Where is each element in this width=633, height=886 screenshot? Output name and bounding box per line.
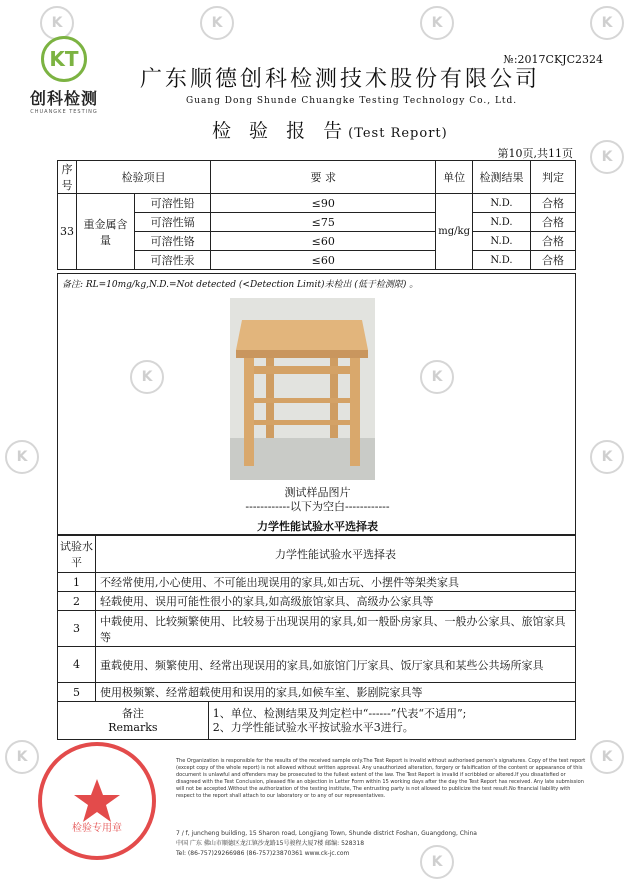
watermark-icon: K	[590, 6, 624, 40]
blank-marker: ------------以下为空白------------	[245, 500, 390, 513]
requirement-cell: ≤75	[211, 213, 436, 232]
desc-cell: 使用极频繁、经常超载使用和误用的家具,如候车室、影剧院家具等	[96, 683, 576, 702]
watermark-icon: K	[590, 740, 624, 774]
level-cell: 4	[58, 647, 96, 683]
result-cell: N.D.	[473, 251, 531, 270]
col-header-requirement: 要 求	[211, 161, 436, 194]
address-en: 7 / f, juncheng building, 15 Sharon road, Longjiang Town, Shunde district Foshan, Guangdong, China	[176, 830, 477, 837]
table-row	[58, 194, 576, 213]
disclaimer-text: The Organization is responsible for the results of the received sample only.The Test Report is invalid without authorised person's signatures. Copy of the test report (except copy of the whole report) is not allowed without written approval. Any unauthorized alteration, forgery or falsification of the content or appearance of this document is unlawful and offenders may be prosecuted to the fullest extent of the law. The Test Report is invalid if scribbled or altered.If you dissatisfied or disagreed with the Test Conclusion, pleased file an objection in Letter Form within 15 working days after the day the Test Report has received. Any late submission will not be accepted.Without the authorization of the testing institute, The entrusting party is not allowed to publicize the test result.No financial liability with respect to the report shall attach to our laboratory or to any of our representatives.	[176, 758, 586, 799]
watermark-icon: K	[130, 360, 164, 394]
report-number: №:2017CKJC2324	[503, 53, 603, 66]
verdict-cell: 合格	[531, 232, 576, 251]
watermark-icon: K	[5, 740, 39, 774]
photo-caption: 测试样品图片	[284, 486, 351, 499]
report-title-en: (Test Report)	[348, 126, 448, 141]
item-cell: 可溶性铅	[135, 194, 211, 213]
logo-mark: KT	[41, 36, 87, 82]
report-title	[212, 116, 448, 143]
item-cell: 可溶性镉	[135, 213, 211, 232]
group-cell: 重金属含量	[77, 194, 135, 270]
unit-cell: mg/kg	[436, 194, 473, 270]
watermark-icon: K	[200, 6, 234, 40]
note-text: 备注: RL=10mg/kg,N.D.=Not detected (<Detection Limit)未检出 (低于检测限) 。	[62, 280, 419, 290]
stool-image	[230, 298, 375, 480]
desc-cell: 轻载使用、误用可能性很小的家具,如高级旅馆家具、高级办公家具等	[96, 592, 576, 611]
inspection-seal	[38, 742, 156, 860]
item-cell: 可溶性铬	[135, 232, 211, 251]
result-cell: N.D.	[473, 213, 531, 232]
watermark-icon: K	[5, 440, 39, 474]
seq-cell: 33	[58, 194, 77, 270]
logo-name-en: CHUANGKE TESTING	[30, 109, 98, 115]
table-row	[58, 647, 576, 683]
level-header: 试验水平	[58, 536, 96, 573]
desc-cell: 重载使用、频繁使用、经常出现误用的家具,如旅馆门厅家具、饭厅家具和某些公共场所家具	[96, 647, 576, 683]
verdict-cell: 合格	[531, 251, 576, 270]
watermark-icon: K	[590, 140, 624, 174]
verdict-cell: 合格	[531, 194, 576, 213]
mechanical-level-table	[57, 535, 576, 740]
level-cell: 5	[58, 683, 96, 702]
verdict-cell: 合格	[531, 213, 576, 232]
level-cell: 1	[58, 573, 96, 592]
table-row	[58, 213, 576, 232]
col-header-unit: 单位	[436, 161, 473, 194]
watermark-icon: K	[420, 845, 454, 879]
level-cell: 2	[58, 592, 96, 611]
watermark-icon: K	[590, 440, 624, 474]
report-title-cn: 检 验 报 告	[212, 120, 349, 142]
company-name-cn: 广东顺德创科检测技术股份有限公司	[140, 67, 541, 92]
col-header-result: 检测结果	[473, 161, 531, 194]
address-cn: 中国 广东 佛山市顺德区龙江镇沙龙路15号骏程大厦7楼 邮编: 528318	[176, 840, 365, 847]
desc-header: 力学性能试验水平选择表	[96, 536, 576, 573]
table-row	[58, 592, 576, 611]
requirement-cell: ≤90	[211, 194, 436, 213]
logo-name-cn: 创科检测	[29, 89, 98, 108]
desc-cell: 中载使用、比较频繁使用、比较易于出现误用的家具,如一般卧房家具、一般办公家具、旅馆家具等	[96, 611, 576, 647]
remark-line: 2、力学性能试验水平按试验水平3进行。	[212, 720, 414, 734]
watermark-icon: K	[420, 360, 454, 394]
remarks-content	[208, 702, 575, 740]
result-cell: N.D.	[473, 232, 531, 251]
watermark-icon: K	[420, 6, 454, 40]
col-header-seq: 序号	[58, 161, 77, 194]
table-row	[58, 683, 576, 702]
page-info: 第10页,共11页	[497, 147, 573, 160]
requirement-cell: ≤60	[211, 251, 436, 270]
col-header-item: 检验项目	[77, 161, 211, 194]
desc-cell: 不经常使用,小心使用、不可能出现误用的家具,如古玩、小摆件等架类家具	[96, 573, 576, 592]
table-row	[58, 573, 576, 592]
level-cell: 3	[58, 611, 96, 647]
company-logo	[22, 36, 106, 115]
col-header-verdict: 判定	[531, 161, 576, 194]
remark-line: 1、单位、检测结果及判定栏中“------”代表“不适用”;	[212, 706, 467, 720]
heavy-metal-table	[57, 160, 576, 270]
table-row	[58, 251, 576, 270]
seal-label: 检验专用章	[72, 823, 122, 834]
result-cell: N.D.	[473, 194, 531, 213]
table-row	[58, 232, 576, 251]
mech-table-title: 力学性能试验水平选择表	[257, 520, 378, 533]
sample-photo	[230, 298, 375, 480]
footer-address	[176, 829, 477, 859]
contact-info: Tel: (86-757)29266986 (86-757)23870361 www.ck-jc.com	[176, 850, 350, 857]
remarks-label: 备注 Remarks	[58, 702, 209, 740]
item-cell: 可溶性汞	[135, 251, 211, 270]
table-row	[58, 611, 576, 647]
requirement-cell: ≤60	[211, 232, 436, 251]
watermark-icon: K	[40, 6, 74, 40]
company-name-en: Guang Dong Shunde Chuangke Testing Technology Co., Ltd.	[186, 96, 518, 106]
